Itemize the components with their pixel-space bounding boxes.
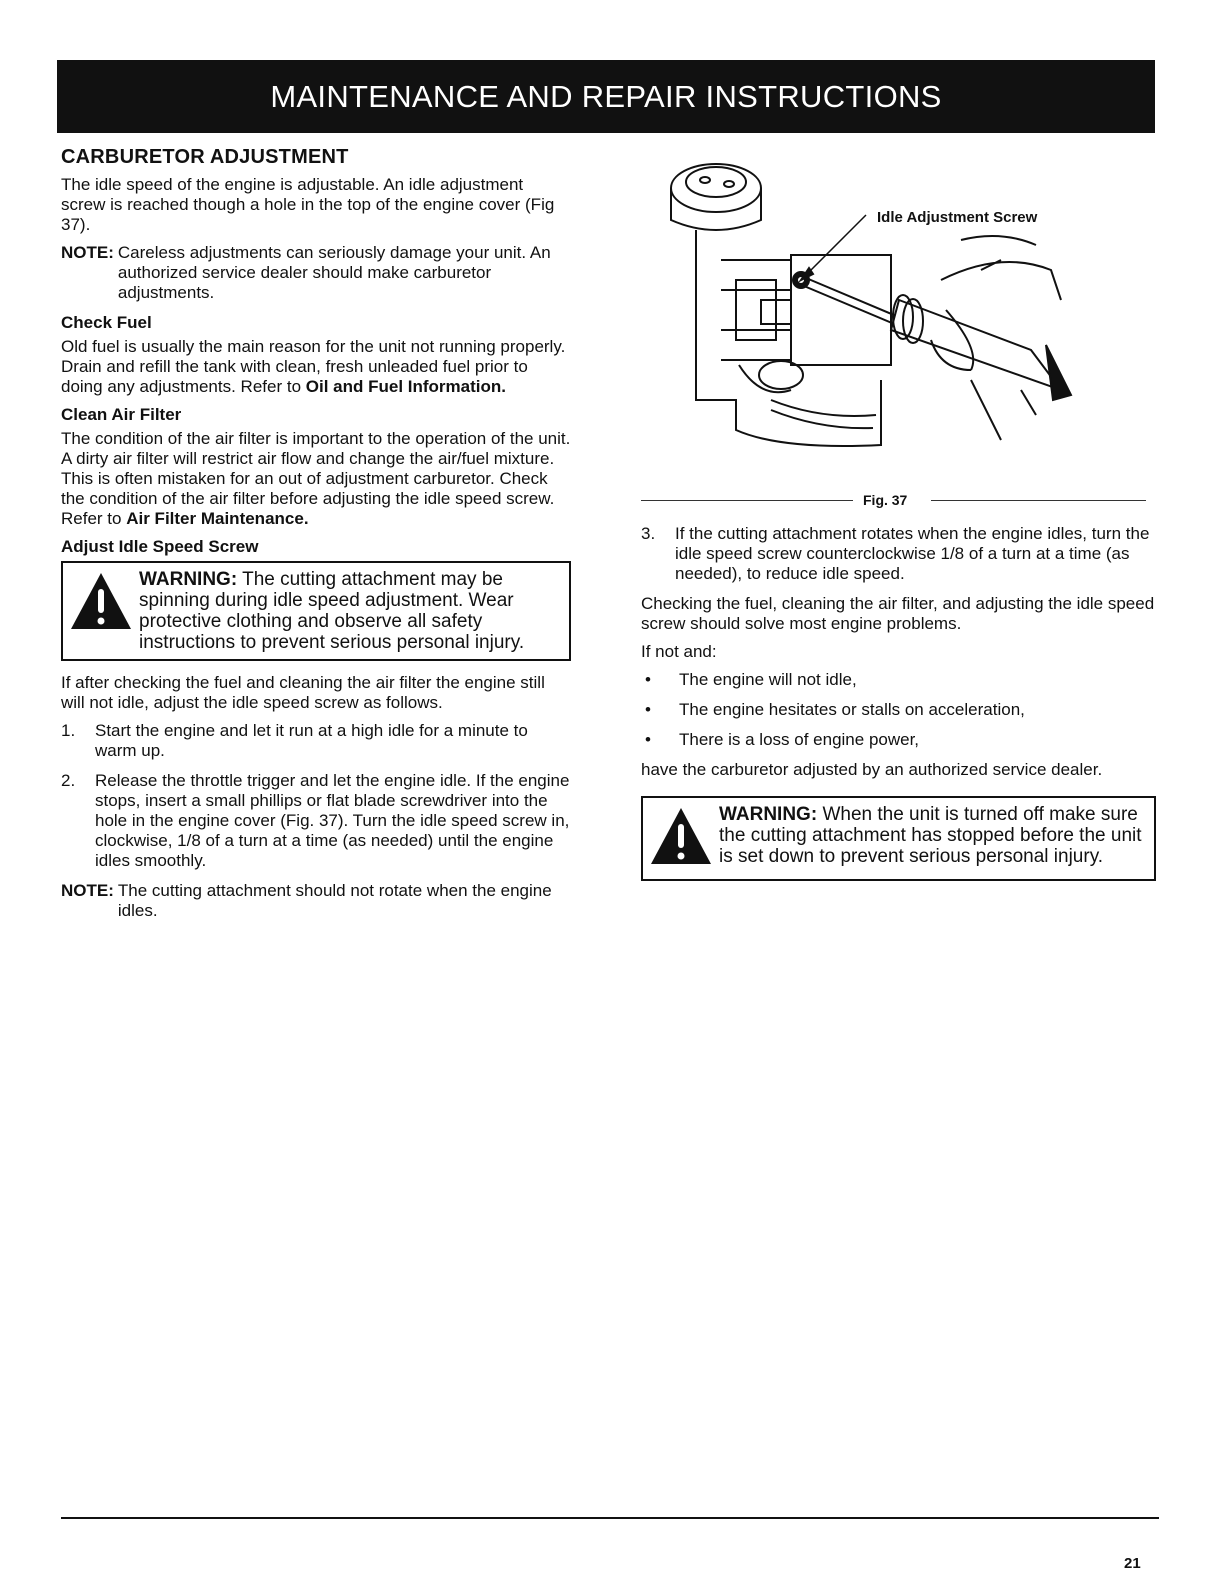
- note-careless: [61, 243, 571, 303]
- clean-filter-heading: Clean Air Filter: [61, 405, 182, 424]
- warning-label: WARNING:: [139, 569, 238, 590]
- list-item: [61, 721, 571, 761]
- figure-37: [641, 160, 1156, 490]
- symptom-list: [641, 670, 1156, 750]
- note-rotation: [61, 881, 571, 921]
- step-number: 2.: [61, 771, 76, 790]
- warning-box-turned-off: [641, 796, 1156, 881]
- list-item: [641, 670, 1156, 690]
- have-paragraph: have the carburetor adjusted by an authorized service dealer.: [641, 760, 1103, 779]
- warning-label: WARNING:: [719, 804, 818, 825]
- figure-number: Fig. 37: [863, 492, 908, 508]
- list-item: [641, 524, 1156, 584]
- warning-text: When the unit is turned off make sure the cutting attachment has stopped before the unit is set down to prevent serious personal injury.: [719, 804, 1142, 867]
- left-column: [61, 147, 571, 931]
- bullet-text: There is a loss of engine power,: [679, 730, 920, 749]
- step-text: Release the throttle trigger and let the engine idle. If the engine stops, insert a small phillips or flat blade screwdriver into the hole in the engine cover (Fig. 37). Turn the idle speed screw in, clockwise, 1/8 of a turn at a time (as needed) until the engine idles smoothly.: [95, 771, 570, 870]
- clean-filter-paragraph: [61, 429, 571, 529]
- step-number: 3.: [641, 524, 656, 543]
- warning-icon: [649, 804, 719, 873]
- warning-text: The cutting attachment may be spinning during idle speed adjustment. Wear protective clothing and observe all safety instructions to prevent serious personal injury.: [139, 569, 525, 653]
- bullet-text: The engine will not idle,: [679, 670, 857, 689]
- list-item: [61, 771, 571, 871]
- note-label: NOTE:: [61, 881, 114, 900]
- steps-list-continued: [641, 524, 1156, 584]
- page-banner: MAINTENANCE AND REPAIR INSTRUCTIONS: [57, 60, 1155, 133]
- air-filter-reference: Air Filter Maintenance.: [126, 509, 309, 528]
- figure-callout: Idle Adjustment Screw: [877, 209, 1038, 226]
- step-text: Start the engine and let it run at a high idle for a minute to warm up.: [95, 721, 528, 760]
- bullet-icon: •: [645, 700, 651, 719]
- right-column: [641, 160, 1156, 893]
- page-number: 21: [1124, 1555, 1141, 1572]
- note-label: NOTE:: [61, 243, 114, 262]
- figure-caption: [641, 490, 1146, 510]
- bullet-icon: •: [645, 730, 651, 749]
- footer-rule: [61, 1517, 1159, 1519]
- if-not-paragraph: If not and:: [641, 642, 717, 661]
- check-fuel-text: Old fuel is usually the main reason for the unit not running properly. Drain and refill the tank with clean, fresh unleaded fuel prior to doing any adjustments. Refer to: [61, 337, 566, 396]
- note-text: Careless adjustments can seriously damage your unit. An authorized service dealer should make carburetor adjustments.: [117, 243, 551, 302]
- bullet-text: The engine hesitates or stalls on acceleration,: [679, 700, 1025, 719]
- list-item: [641, 730, 1156, 750]
- list-item: [641, 700, 1156, 720]
- after-paragraph: If after checking the fuel and cleaning the air filter the engine still will not idle, adjust the idle speed screw as follows.: [61, 673, 545, 712]
- section-title: CARBURETOR ADJUSTMENT: [61, 146, 349, 168]
- step-number: 1.: [61, 721, 76, 740]
- oil-fuel-reference: Oil and Fuel Information.: [305, 377, 506, 396]
- clean-filter-text: The condition of the air filter is important to the operation of the unit. A dirty air filter will restrict air flow and change the air/fuel mixture. This is often mistaken for an out of adjustment carburetor. Check the condition of the air filter before adjusting the idle speed screw. Refer to: [61, 429, 571, 528]
- check-fuel-heading: Check Fuel: [61, 313, 152, 332]
- check-fuel-paragraph: [61, 337, 571, 397]
- intro-paragraph: The idle speed of the engine is adjustable. An idle adjustment screw is reached though a hole in the top of the engine cover (Fig 37).: [61, 175, 555, 234]
- adjust-idle-heading: Adjust Idle Speed Screw: [61, 537, 259, 556]
- step-text: If the cutting attachment rotates when the engine idles, turn the idle speed screw counterclockwise 1/8 of a turn at a time (as needed), to reduce idle speed.: [675, 524, 1150, 583]
- warning-box-spinning: [61, 561, 571, 661]
- note-text: The cutting attachment should not rotate when the engine idles.: [117, 881, 552, 920]
- warning-icon: [69, 569, 139, 653]
- steps-list: [61, 721, 571, 871]
- bullet-icon: •: [645, 670, 651, 689]
- checking-paragraph: Checking the fuel, cleaning the air filter, and adjusting the idle speed screw should solve most engine problems.: [641, 594, 1155, 633]
